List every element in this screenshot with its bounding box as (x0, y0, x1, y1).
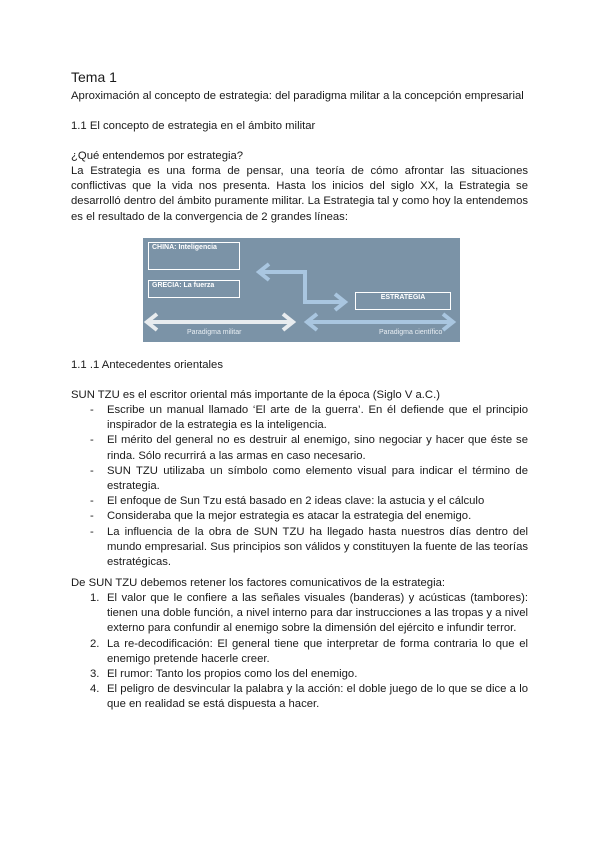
bullet-text: Consideraba que la mejor estrategia es atacar la estrategia del enemigo. (107, 510, 472, 523)
paradigma-cientifico-label: Paradigma científico (379, 329, 443, 336)
bullet-marker: - (90, 495, 94, 508)
list-item (71, 525, 528, 571)
list-item (71, 591, 528, 637)
item-text: El valor que le confiere a las señales visuales (banderas) y acústicas (tambores): tienen una doble función, a nivel interno para dar instrucciones a las tropas y a nivel externo para confundir al enemigo sobre la dimensión del ejército e infundir terror. (107, 592, 528, 635)
bent-arrow (259, 264, 345, 310)
section-heading-2: 1.1 .1 Antecedentes orientales (71, 359, 223, 371)
list-item (71, 494, 528, 509)
bullet-marker: - (90, 525, 94, 538)
item-number: 1. (90, 592, 100, 604)
paradigma-militar-label: Paradigma militar (187, 329, 242, 336)
list-item (71, 403, 528, 433)
suntzu-bullets (71, 403, 528, 570)
bullet-marker: - (90, 510, 94, 523)
strategy-diagram (143, 238, 460, 342)
factors-list (71, 591, 528, 713)
arrow-militar (147, 314, 293, 330)
item-number: 2. (90, 637, 100, 650)
factors-intro: De SUN TZU debemos retener los factores comunicativos de la estrategia: (71, 577, 446, 589)
arrow-cientifico (307, 314, 453, 330)
bullet-marker: - (90, 404, 94, 416)
diagram-arrows (143, 238, 460, 342)
suntzu-intro: SUN TZU es el escritor oriental más importante de la época (Siglo V a.C.) (71, 389, 440, 401)
list-item (71, 509, 528, 524)
item-number: 4. (90, 683, 100, 696)
estrategia-label: ESTRATEGIA (380, 294, 426, 301)
china-label: CHINA: Inteligencia (152, 244, 217, 251)
intro-paragraph: La Estrategia es una forma de pensar, una teoría de cómo afrontar las situaciones conflictivas que la vida nos presenta. Hasta los inicios del siglo XX, la Estrategia se desarrolló dentro del ámbito puramente militar. La Estrategia tal y como hoy la entendemos es el resultado de la convergencia de 2 grandes líneas: (71, 165, 528, 223)
bullet-text: El mérito del general no es destruir al enemigo, sino negociar y hacer que éste se rinda. Sólo recurrirá a las armas en caso necesario. (107, 434, 528, 462)
bullet-marker: - (90, 434, 94, 447)
list-item (71, 464, 528, 494)
bullet-text: SUN TZU utilizaba un símbolo como elemento visual para indicar el término de estrategia. (107, 464, 528, 493)
list-item (71, 433, 528, 463)
bullet-marker: - (90, 464, 94, 477)
item-text: El peligro de desvincular la palabra y la acción: el doble juego de lo que se dice a lo que en realidad se está dispuesta a hacer. (107, 683, 528, 711)
page-title: Tema 1 (71, 69, 117, 85)
question-heading: ¿Qué entendemos por estrategia? (71, 150, 244, 162)
grecia-label: GRECIA: La fuerza (152, 282, 215, 289)
item-text: La re-decodificación: El general tiene que interpretar de forma contraria lo que el enemigo pretende hacerle creer. (107, 637, 528, 665)
bullet-text: El enfoque de Sun Tzu está basado en 2 ideas clave: la astucia y el cálculo (107, 495, 485, 508)
bullet-text: La influencia de la obra de SUN TZU ha llegado hasta nuestros días dentro del mundo empresarial. Sus principios son válidos y constituyen la fuente de las teorías estratégicas. (107, 525, 528, 569)
list-item (71, 637, 528, 667)
item-text: El rumor: Tanto los propios como los del enemigo. (107, 668, 358, 681)
bullet-text: Escribe un manual llamado ‘El arte de la guerra’. En él defiende que el principio inspirador de la estrategia es la inteligencia. (107, 404, 528, 432)
subtitle: Aproximación al concepto de estrategia: del paradigma militar a la concepción empresarial (71, 90, 524, 102)
item-number: 3. (90, 668, 100, 681)
list-item (71, 682, 528, 712)
list-item (71, 667, 528, 682)
section-heading-1: 1.1 El concepto de estrategia en el ámbito militar (71, 120, 316, 132)
